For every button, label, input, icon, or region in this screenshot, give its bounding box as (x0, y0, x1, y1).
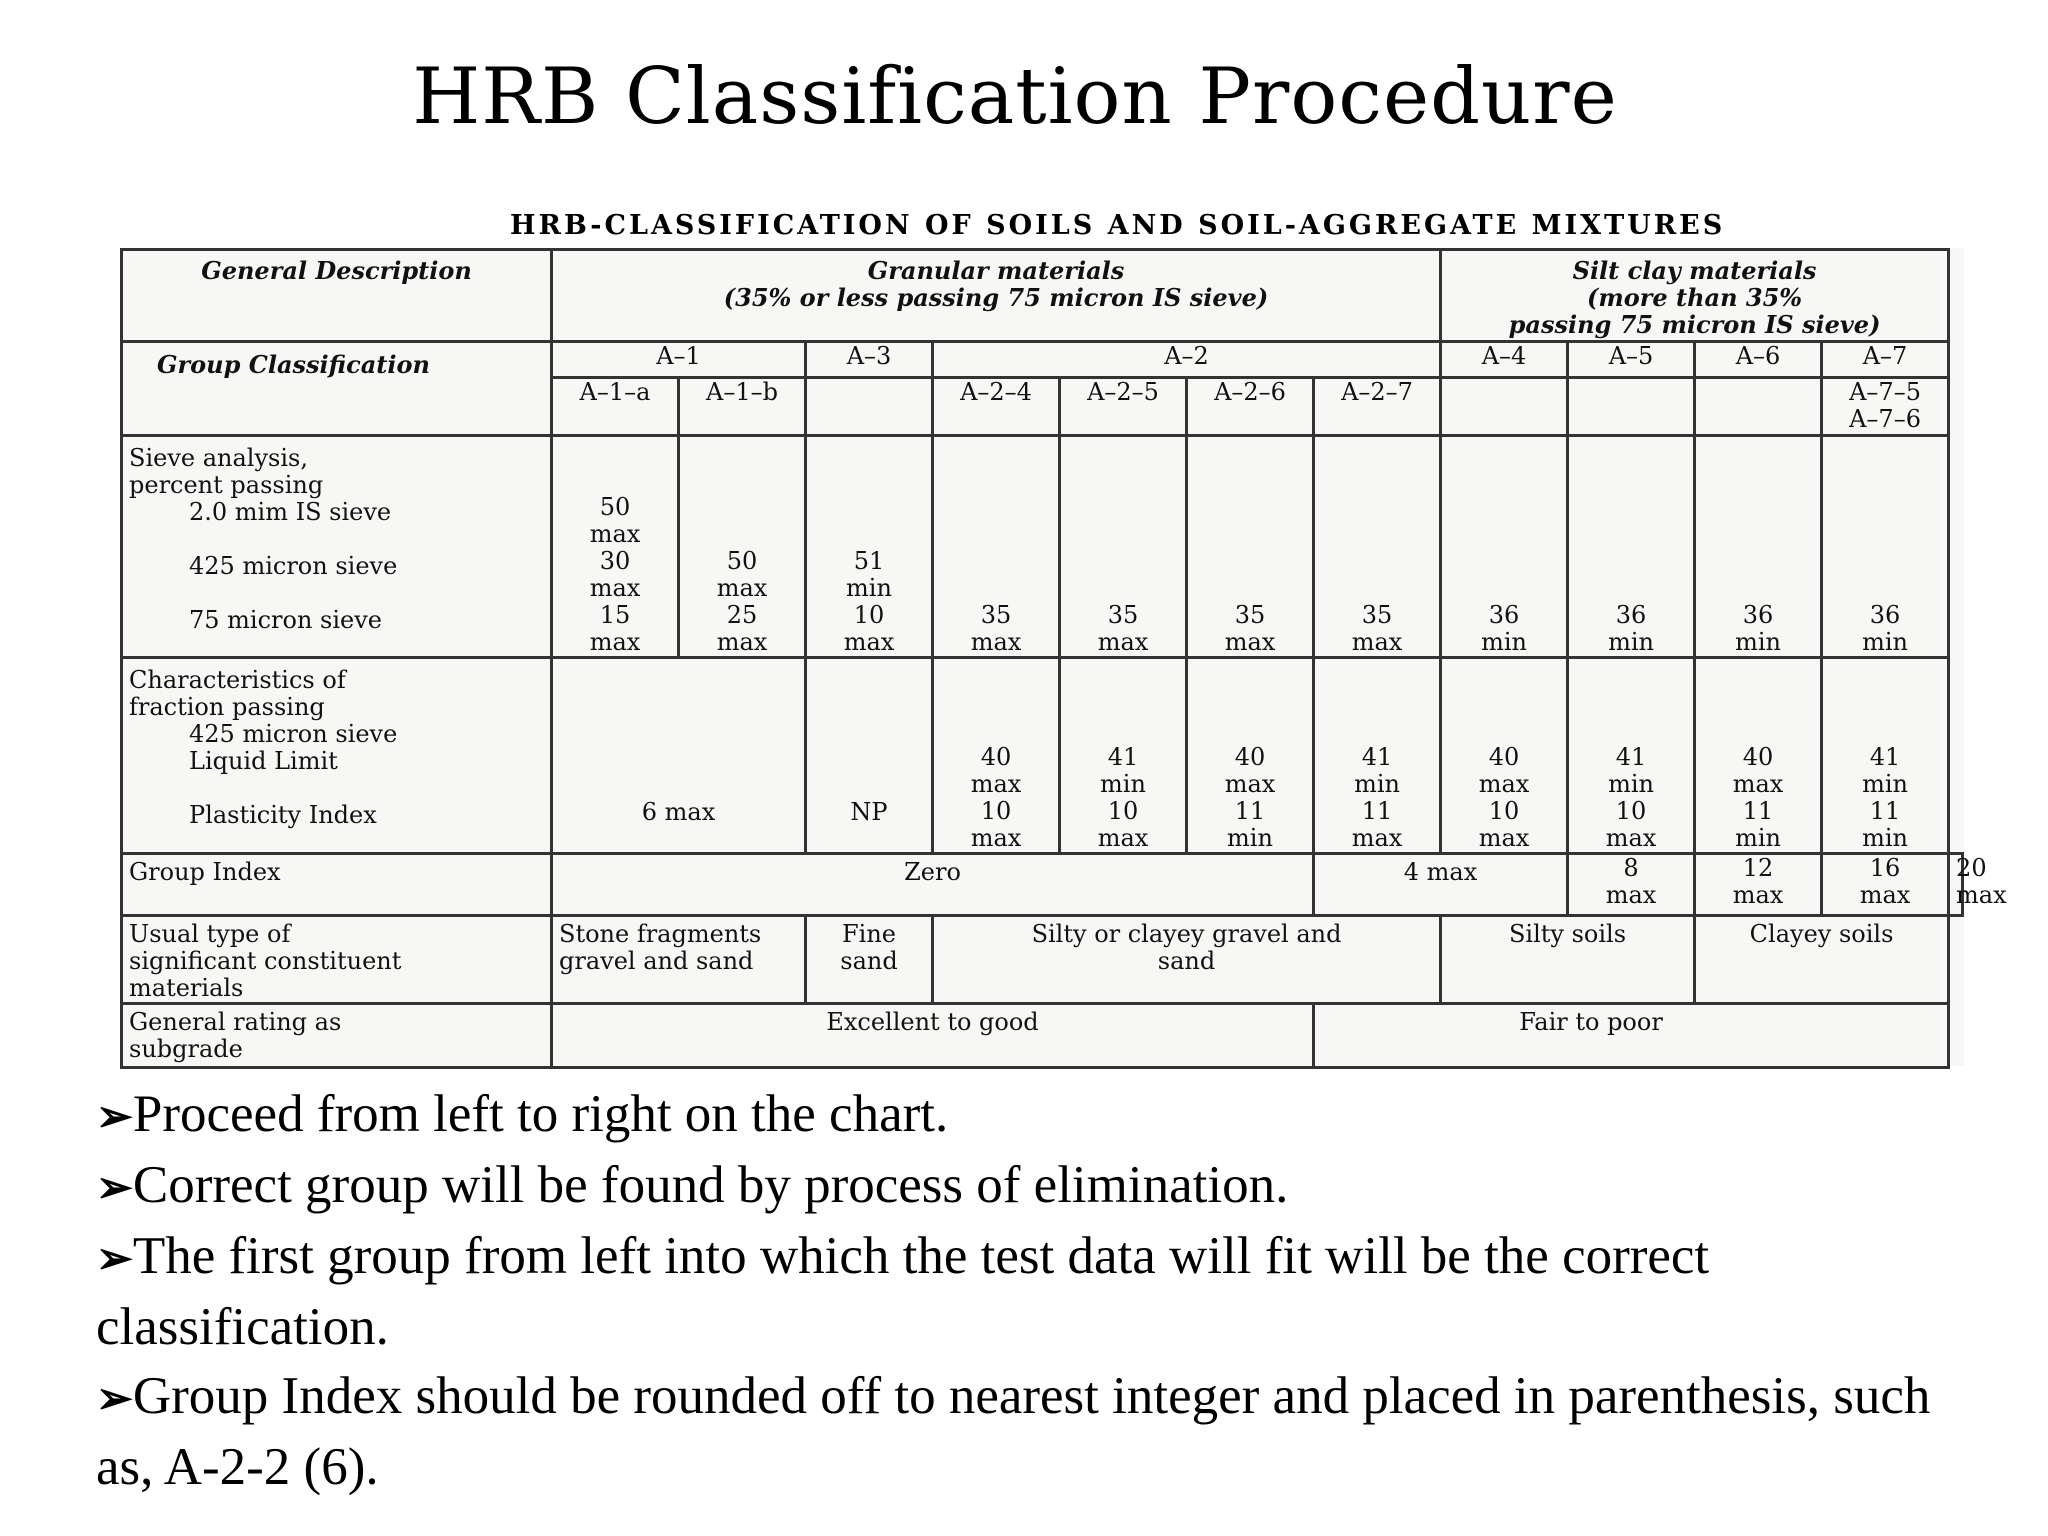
bullet-list (96, 1080, 1996, 1502)
sieve-a1a: 50 max 30 max 15 max (552, 436, 679, 658)
materials-a1: Stone fragments gravel and sand (552, 916, 806, 1004)
characteristics-label: Characteristics of fraction passing 425 micron sieve Liquid Limit Plasticity Index (122, 658, 552, 854)
sieve-a7: 36 min (1822, 436, 1949, 658)
table-title: HRB-CLASSIFICATION OF SOILS AND SOIL-AGGREGATE MIXTURES (510, 210, 1726, 241)
arrow-bullet-icon: ➢ (96, 1234, 133, 1283)
chars-a5: 41 min 10 max (1568, 658, 1695, 854)
chars-a27: 41 min 11 max (1314, 658, 1441, 854)
pi-a1: 6 max (552, 658, 806, 854)
materials-silty: Silty soils (1441, 916, 1695, 1004)
group-index-a26-a27: 4 max (1314, 854, 1568, 916)
arrow-bullet-icon: ➢ (96, 1163, 133, 1212)
chars-a26: 40 max 11 min (1187, 658, 1314, 854)
empty-cell (1441, 378, 1568, 436)
group-a27: A–2–7 (1314, 378, 1441, 436)
classification-table-image (120, 248, 2007, 1066)
materials-a2: Silty or clayey gravel and sand (933, 916, 1441, 1004)
group-index-a4: 8 max (1568, 854, 1695, 916)
rating-excellent-to-good: Excellent to good (552, 1004, 1314, 1068)
empty-cell (806, 378, 933, 436)
group-a24: A–2–4 (933, 378, 1060, 436)
group-a1a: A–1–a (552, 378, 679, 436)
group-a25: A–2–5 (1060, 378, 1187, 436)
group-a4: A–4 (1441, 342, 1568, 378)
group-a5: A–5 (1568, 342, 1695, 378)
sieve-a26: 35 max (1187, 436, 1314, 658)
bullet-item: ➢Proceed from left to right on the chart. (96, 1085, 949, 1143)
group-a26: A–2–6 (1187, 378, 1314, 436)
pi-a3: NP (806, 658, 933, 854)
general-description-label: General Description (122, 250, 552, 342)
table-row (122, 658, 1963, 854)
slide-title: HRB Classification Procedure (412, 52, 1618, 142)
usual-type-label: Usual type of significant constituent materials (122, 916, 552, 1004)
empty-cell (1695, 378, 1822, 436)
rating-fair-to-poor: Fair to poor (1314, 1004, 1949, 1068)
bullet-item: ➢Correct group will be found by process of elimination. (96, 1156, 1289, 1214)
general-rating-label: General rating as subgrade (122, 1004, 552, 1068)
chars-a4: 40 max 10 max (1441, 658, 1568, 854)
group-classification-label: Group Classification (122, 342, 552, 436)
sieve-a4: 36 min (1441, 436, 1568, 658)
hrb-classification-table (120, 248, 2007, 1069)
sieve-a25: 35 max (1060, 436, 1187, 658)
arrow-bullet-icon: ➢ (96, 1092, 133, 1141)
group-a6: A–6 (1695, 342, 1822, 378)
bullet-item: ➢Group Index should be rounded off to nearest integer and placed in parenthesis, such as, A-2-2 (6). (96, 1367, 1931, 1496)
granular-materials-header: Granular materials (35% or less passing 75 micron IS sieve) (552, 250, 1441, 342)
materials-a3: Fine sand (806, 916, 933, 1004)
group-index-zero: Zero (552, 854, 1314, 916)
group-a7-subgroups: A–7–5 A–7–6 (1822, 378, 1949, 436)
group-index-a7: 20 max (1949, 854, 1963, 916)
sieve-a27: 35 max (1314, 436, 1441, 658)
group-index-a5: 12 max (1695, 854, 1822, 916)
group-a3: A–3 (806, 342, 933, 378)
table-row (122, 250, 1963, 342)
chars-a25: 41 min 10 max (1060, 658, 1187, 854)
group-a1b: A–1–b (679, 378, 806, 436)
bullet-item: ➢The first group from left into which the test data will fit will be the correct classification. (96, 1227, 1710, 1356)
group-a1: A–1 (552, 342, 806, 378)
arrow-bullet-icon: ➢ (96, 1374, 133, 1423)
table-row (122, 436, 1963, 658)
sieve-a3: 51 min 10 max (806, 436, 933, 658)
group-index-a6: 16 max (1822, 854, 1949, 916)
materials-clayey: Clayey soils (1695, 916, 1949, 1004)
group-a7: A–7 (1822, 342, 1949, 378)
silt-clay-materials-header: Silt clay materials (more than 35% passing 75 micron IS sieve) (1441, 250, 1949, 342)
sieve-a24: 35 max (933, 436, 1060, 658)
group-a2: A–2 (933, 342, 1441, 378)
chars-a24: 40 max 10 max (933, 658, 1060, 854)
group-index-label: Group Index (122, 854, 552, 916)
table-row (122, 854, 1963, 916)
table-row (122, 342, 1963, 378)
sieve-a5: 36 min (1568, 436, 1695, 658)
chars-a7: 41 min 11 min (1822, 658, 1949, 854)
sieve-a6: 36 min (1695, 436, 1822, 658)
table-row (122, 916, 1963, 1004)
table-row (122, 1004, 1963, 1068)
sieve-a1b: 50 max 25 max (679, 436, 806, 658)
empty-cell (1568, 378, 1695, 436)
chars-a6: 40 max 11 min (1695, 658, 1822, 854)
sieve-analysis-label: Sieve analysis, percent passing 2.0 mim IS sieve 425 micron sieve 75 micron sieve (122, 436, 552, 658)
